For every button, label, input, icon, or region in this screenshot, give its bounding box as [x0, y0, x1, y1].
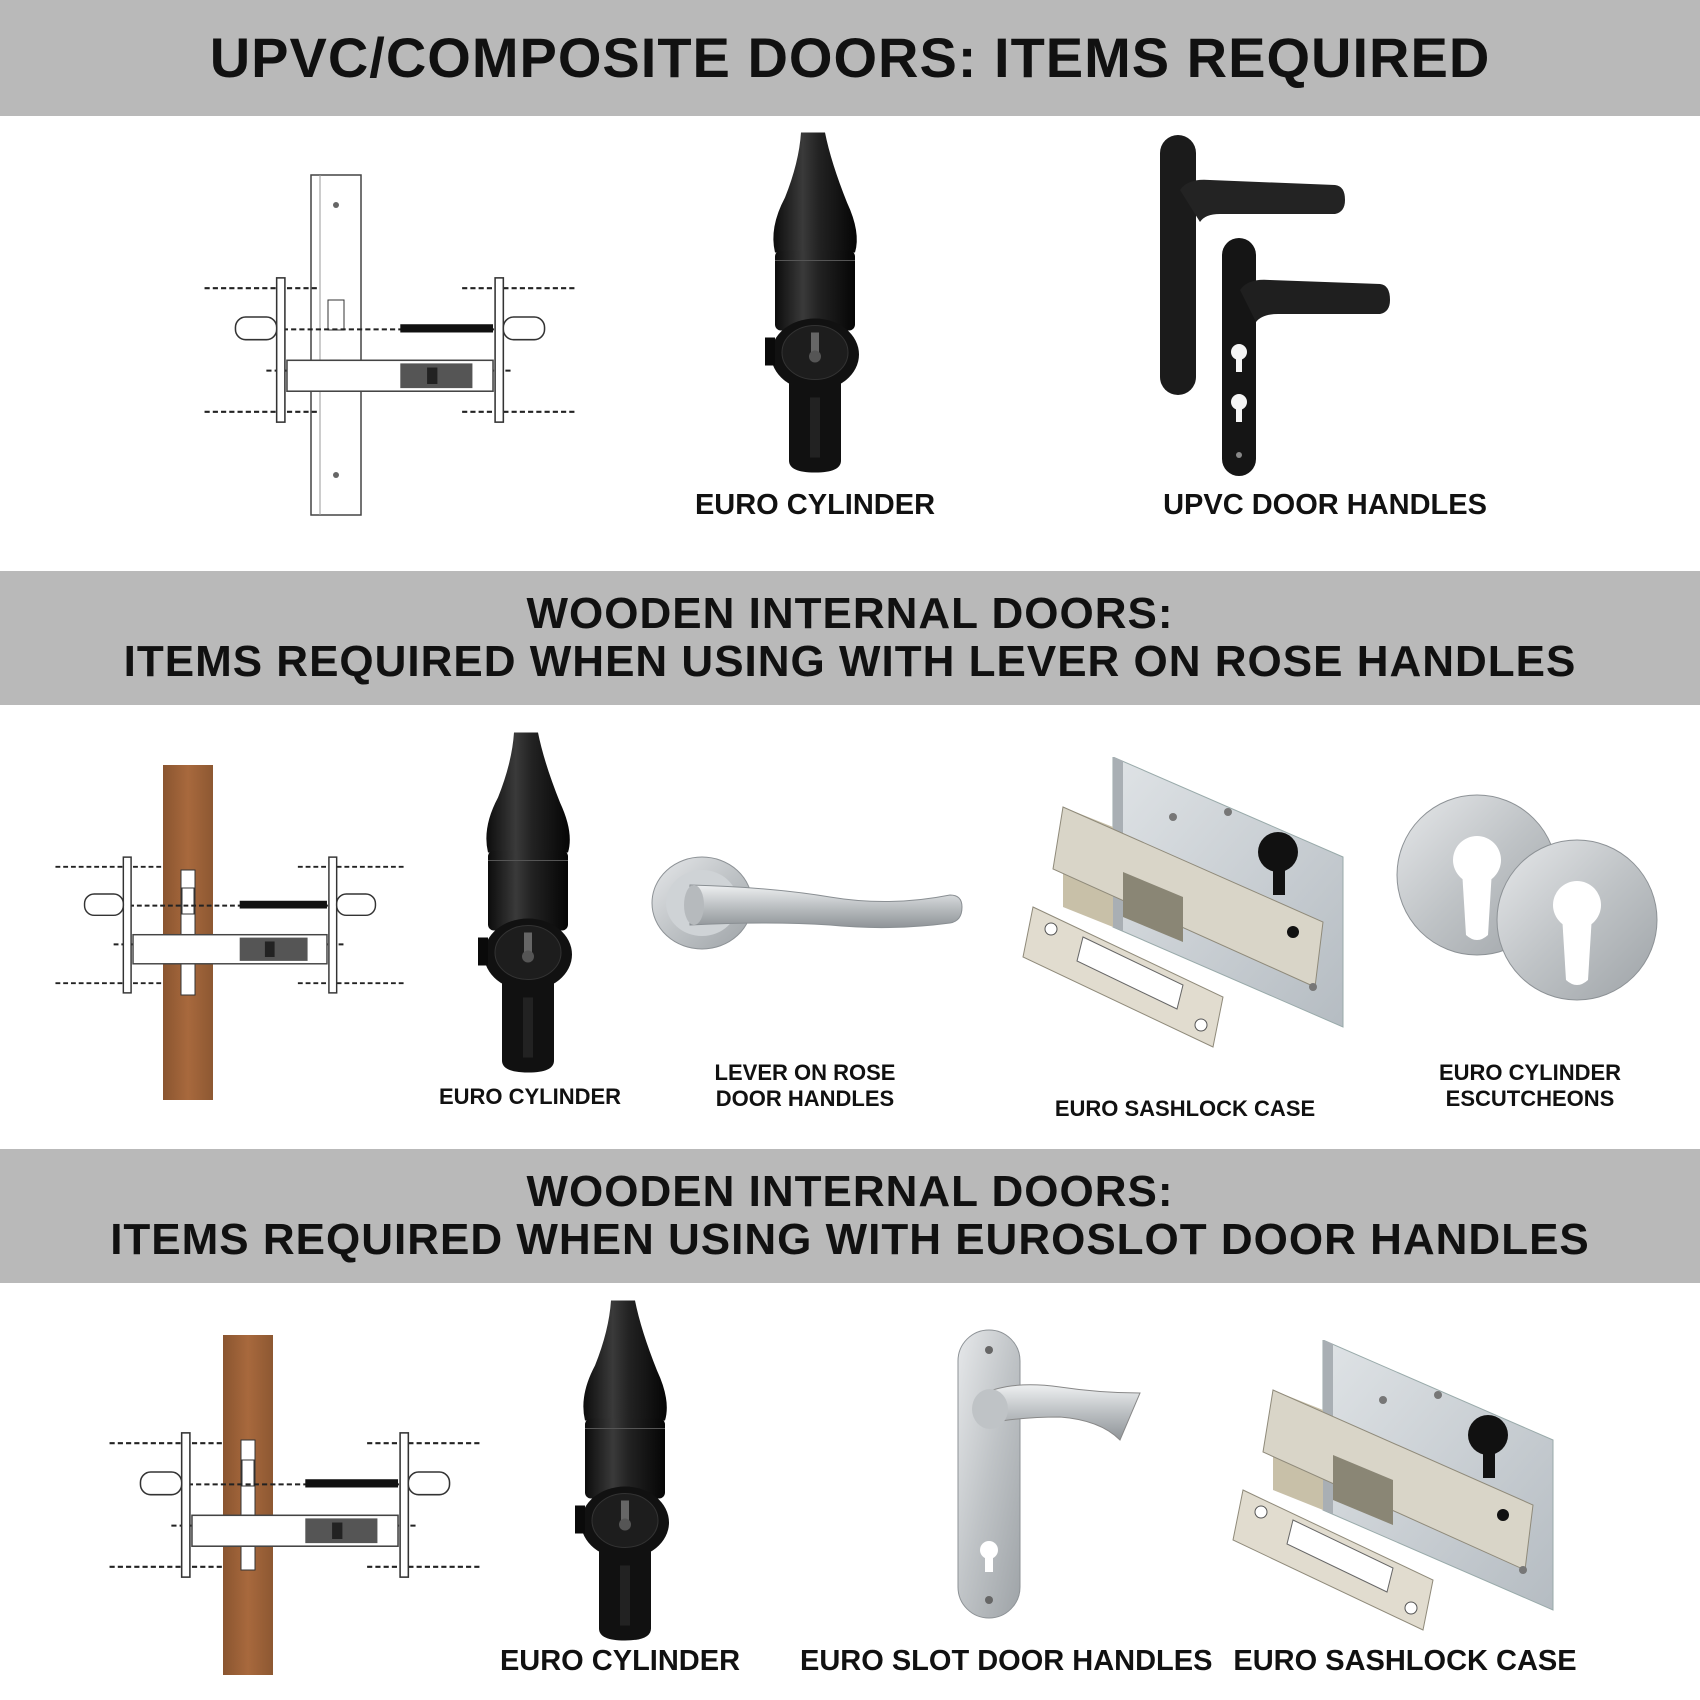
lever-on-rose-icon — [650, 855, 970, 965]
section-header-lever-on-rose — [0, 571, 1700, 705]
caption-escutcheons-1: EURO CYLINDER — [1438, 1060, 1622, 1085]
caption-sashlock-case: EURO SASHLOCK CASE — [1233, 1645, 1577, 1677]
wooden-door-diagram-icon — [95, 1330, 515, 1680]
section-header-euroslot — [0, 1149, 1700, 1283]
section-title-line-2: ITEMS REQUIRED WHEN USING WITH EUROSLOT DOOR HANDLES — [110, 1215, 1590, 1264]
caption-sashlock-case: EURO SASHLOCK CASE — [1054, 1096, 1316, 1121]
caption-lever-on-rose-1: LEVER ON ROSE — [714, 1060, 896, 1085]
caption-upvc-handles: UPVC DOOR HANDLES — [1163, 489, 1487, 521]
caption-euro-cylinder: EURO CYLINDER — [499, 1645, 741, 1677]
caption-euro-cylinder: EURO CYLINDER — [694, 489, 936, 521]
caption-euro-cylinder: EURO CYLINDER — [438, 1084, 622, 1109]
wooden-door-diagram-icon — [45, 760, 445, 1105]
section-title-line-2: ITEMS REQUIRED WHEN USING WITH LEVER ON ROSE HANDLES — [123, 637, 1577, 686]
caption-escutcheons-2: ESCUTCHEONS — [1445, 1086, 1615, 1111]
upvc-handles-icon — [1150, 130, 1400, 480]
euro-cylinder-icon — [575, 1298, 675, 1643]
sashlock-case-icon — [1018, 757, 1348, 1057]
lock-diagram-icon — [200, 170, 580, 520]
euro-slot-handle-icon — [950, 1325, 1150, 1625]
escutcheon-icon — [1392, 790, 1662, 1005]
euro-cylinder-icon — [765, 130, 865, 475]
caption-euro-slot-handles: EURO SLOT DOOR HANDLES — [800, 1645, 1213, 1677]
caption-lever-on-rose-2: DOOR HANDLES — [715, 1086, 895, 1111]
section-title: UPVC/COMPOSITE DOORS: ITEMS REQUIRED — [209, 26, 1491, 90]
section-title-line-1: WOODEN INTERNAL DOORS: — [526, 588, 1174, 638]
euro-cylinder-icon — [478, 730, 578, 1075]
section-title-line-1: WOODEN INTERNAL DOORS: — [526, 1166, 1174, 1216]
section-header-upvc — [0, 0, 1700, 116]
sashlock-case-icon — [1228, 1340, 1558, 1640]
